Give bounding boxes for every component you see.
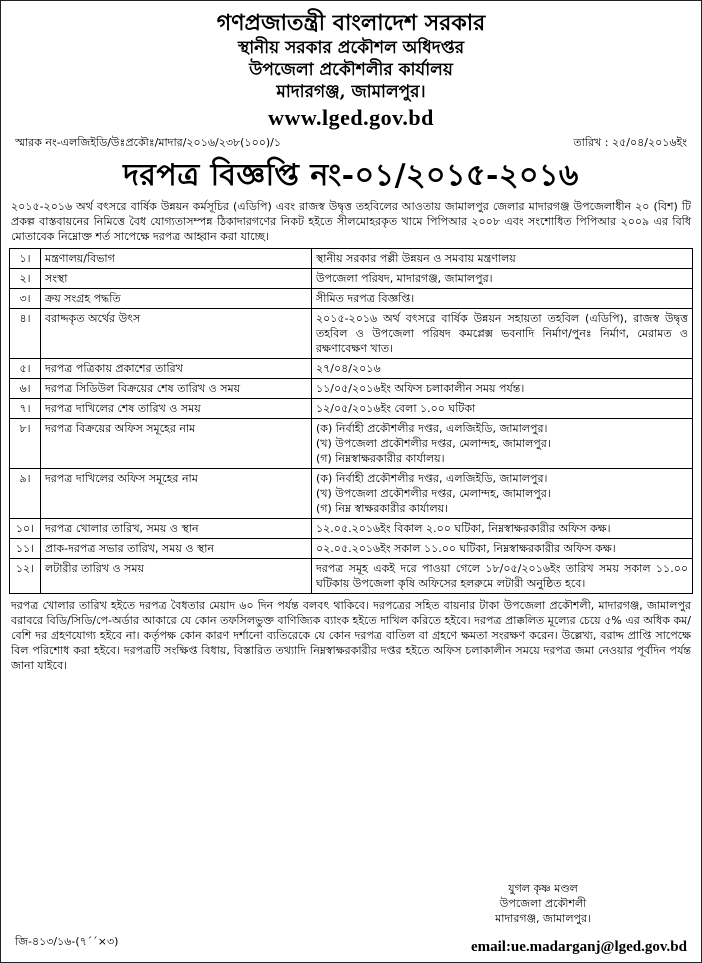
row-value [312, 539, 693, 559]
table-row [10, 289, 693, 309]
row-value [312, 419, 693, 469]
row-number: ৫। [10, 359, 41, 379]
row-value [312, 399, 693, 419]
table-row [10, 539, 693, 559]
row-value-line: (খ) উপজেলা প্রকৌশলীর দপ্তর, মেলান্দহ, জামালপুর। [316, 437, 551, 450]
row-number: ৪। [10, 309, 41, 359]
row-number: ১২। [10, 559, 41, 594]
department-name: স্থানীয় সরকার প্রকৌশল অধিদপ্তর [237, 38, 465, 58]
row-value [312, 359, 693, 379]
table-row [10, 269, 693, 289]
row-value-line: স্থানীয় সরকার পল্লী উন্নয়ন ও সমবায় মন্ত্রণালয় [316, 252, 516, 265]
memo-date: তারিখ : ২৫/০৪/২০১৬ইং [573, 136, 687, 149]
government-name: গণপ্রজাতন্ত্রী বাংলাদেশ সরকার [216, 10, 486, 36]
intro-paragraph: ২০১৫-২০১৬ অর্থ বৎসরে বার্ষিক উন্নয়ন কর্মসূচির (এডিপি) এবং রাজস্ব উদ্বৃত্ত তহবিলের আওতায় জামালপুর জেলার মাদারগঞ্জ উপজেলাধীন ২০ (বিশ) টি প্রকল্প বাস্তবায়নের নিমিত্তে বৈধ যোগ্যতাসম্পন্ন ঠিকাদারগণের নিকট হইতে সীলমোহরকৃত খামে পিপিআর ২০০৮ এবং সংশোধিত পিপিআর ২০০৯ এর বিধি মোতাবেক নিম্নোক্ত শর্ত সাপেক্ষে দরপত্র আহ্বান করা যাচ্ছে। [11, 200, 691, 243]
row-number: ৯। [10, 469, 41, 519]
row-label: প্রাক-দরপত্র সভার তারিখ, সময় ও স্থান [41, 539, 312, 559]
row-label: দরপত্র সিডিউল বিক্রয়ের শেষ তারিখ ও সময় [41, 379, 312, 399]
row-number: ৮। [10, 419, 41, 469]
terms-paragraph: দরপত্র খোলার তারিখ হইতে দরপত্র বৈধতার মেয়াদ ৬০ দিন পর্যন্ত বলবৎ থাকিবে। দরপত্রের সহিত বায়নার টাকা উপজেলা প্রকৌশলী, মাদারগঞ্জ, জামালপুর বরাবরে বিডি/সিডি/পে-অর্ডার আকারে যে কোন তফসিলভুক্ত বাণিজ্যিক ব্যাংক হইতে দাখিল করিতে হইবে। দরপত্র প্রাক্কলিত মূল্যের চেয়ে ৫% এর অধিক কম/বেশি দর গ্রহণযোগ্য হইবে না। কর্তৃপক্ষ কোন কারণ দর্শানো ব্যতিরেকে যে কোন দরপত্র বাতিল বা গ্রহণে ক্ষমতা সংরক্ষণ করেন। উল্লেখ্য, বরাদ্দ প্রাপ্তি সাপেক্ষে বিল পরিশোধ করা হইবে। দরপত্রটি সংক্ষিপ্ত বিধায়, বিস্তারিত তথ্যাদি নিম্নস্বাক্ষরকারীর দপ্তর হইতে অফিস চলাকালীন সময়ে দরপত্র জমা নেওয়ার পূর্বদিন পর্যন্ত জানা যাইবে। [11, 599, 691, 672]
row-label: বরাদ্দকৃত অর্থের উৎস [41, 309, 312, 359]
office-name: উপজেলা প্রকৌশলীর কার্যালয় [249, 60, 453, 80]
row-value-line: ২০১৫-২০১৬ অর্থ বৎসরে বার্ষিক উন্নয়ন সহায়তা তহবিল (এডিপি), রাজস্ব উদ্বৃত্ত তহবিল ও উপজেলা পরিষদ কমপ্লেক্স ভবনাদি নির্মাণ/পুনঃ নির্মাণ, মেরামত ও রক্ষণাবেক্ষণ খাত। [316, 312, 688, 355]
row-number: ১১। [10, 539, 41, 559]
signatory-designation: উপজেলা প্রকৌশলী [499, 897, 587, 910]
row-value [312, 269, 693, 289]
row-value-line: দরপত্র সমূহ একই দরে পাওয়া গেলে ১৮/০৫/২০১৬ইং তারিখ সময় সকাল ১১.০০ ঘটিকায় উপজেলা কৃষি অফিসের হলরুমে লটারী অনুষ্ঠিত হবে। [316, 562, 688, 590]
row-number: ৭। [10, 399, 41, 419]
row-value-line: ১১/০৫/২০১৬ইং অফিস চলাকালীন সময় পর্যন্ত। [316, 382, 525, 395]
row-value-line: ০২.০৫.২০১৬ইং সকাল ১১.০০ ঘটিকা, নিম্নস্বাক্ষরকারীর অফিস কক্ষ। [316, 542, 616, 555]
row-value-line: (ক) নির্বাহী প্রকৌশলীর দপ্তর, এলজিইডি, জামালপুর। [316, 472, 548, 485]
row-value [312, 309, 693, 359]
row-label: মন্ত্রণালয়/বিভাগ [41, 249, 312, 269]
table-row [10, 419, 693, 469]
row-value [312, 379, 693, 399]
row-value-line: সীমিত দরপত্র বিজ্ঞপ্তি। [316, 292, 415, 305]
contact-email[interactable]: email:ue.madarganj@lged.gov.bd [470, 939, 687, 955]
memo-ref: স্মারক নং-এলজিইডি/উঃপ্রকৌঃ/মাদার/২০১৬/২৩৮(১০০)/১ [15, 136, 282, 149]
row-label: দরপত্র দাখিলের অফিস সমূহের নাম [41, 469, 312, 519]
header [9, 9, 693, 133]
row-value-line: (গ) নিম্ন স্বাক্ষরকারীর কার্যালয়। [316, 502, 449, 515]
row-number: ১০। [10, 519, 41, 539]
row-value-line: ১২/০৫/২০১৬ইং বেলা ১.০০ ঘটিকা [316, 402, 476, 415]
signatory-name: যুগল কৃষ্ণ মণ্ডল [508, 882, 578, 895]
table-row [10, 359, 693, 379]
row-value-line: উপজেলা পরিষদ, মাদারগঞ্জ, জামালপুর। [316, 272, 493, 285]
row-label: দরপত্র পত্রিকায় প্রকাশের তারিখ [41, 359, 312, 379]
row-value-line: (গ) নিম্নস্বাক্ষরকারীর কার্যালয়। [316, 452, 445, 465]
row-label: দরপত্র দাখিলের শেষ তারিখ ও সময় [41, 399, 312, 419]
table-row [10, 309, 693, 359]
row-number: ৩। [10, 289, 41, 309]
row-label: সংস্থা [41, 269, 312, 289]
row-value [312, 559, 693, 594]
table-row [10, 559, 693, 594]
row-value-line: (ক) নির্বাহী প্রকৌশলীর দপ্তর, এলজিইডি, জামালপুর। [316, 422, 548, 435]
row-number: ২। [10, 269, 41, 289]
row-label: দরপত্র বিক্রয়ের অফিস সমূহের নাম [41, 419, 312, 469]
table-row [10, 249, 693, 269]
row-number: ১। [10, 249, 41, 269]
table-row [10, 379, 693, 399]
row-value [312, 519, 693, 539]
tender-details-table [9, 248, 693, 594]
notice-title: দরপত্র বিজ্ঞপ্তি নং-০১/২০১৫-২০১৬ [123, 158, 579, 193]
row-label: লটারীর তারিখ ও সময় [41, 559, 312, 594]
signatory-location: মাদারগঞ্জ, জামালপুর। [495, 912, 591, 925]
row-value-line: ১২.০৫.২০১৬ইং বিকাল ২.০০ ঘটিকা, নিম্নস্বাক্ষরকারীর অফিস কক্ষ। [316, 522, 611, 535]
signature-block [495, 881, 591, 926]
row-value-line: ২৭/০৪/২০১৬ [316, 362, 381, 375]
office-location: মাদারগঞ্জ, জামালপুর। [276, 82, 426, 102]
row-value [312, 289, 693, 309]
memo-line [9, 135, 693, 151]
row-value [312, 249, 693, 269]
row-value-line: (খ) উপজেলা প্রকৌশলীর দপ্তর, মেলান্দহ, জামালপুর। [316, 487, 551, 500]
row-number: ৬। [10, 379, 41, 399]
table-row [10, 399, 693, 419]
row-value [312, 469, 693, 519]
website-link[interactable]: www.lged.gov.bd [268, 105, 434, 130]
publication-code: জি-৪১৩/১৬-(৭´´×৩) [15, 935, 119, 948]
row-label: ক্রয় সংগ্রহ পদ্ধতি [41, 289, 312, 309]
table-row [10, 519, 693, 539]
table-row [10, 469, 693, 519]
row-label: দরপত্র খোলার তারিখ, সময় ও স্থান [41, 519, 312, 539]
